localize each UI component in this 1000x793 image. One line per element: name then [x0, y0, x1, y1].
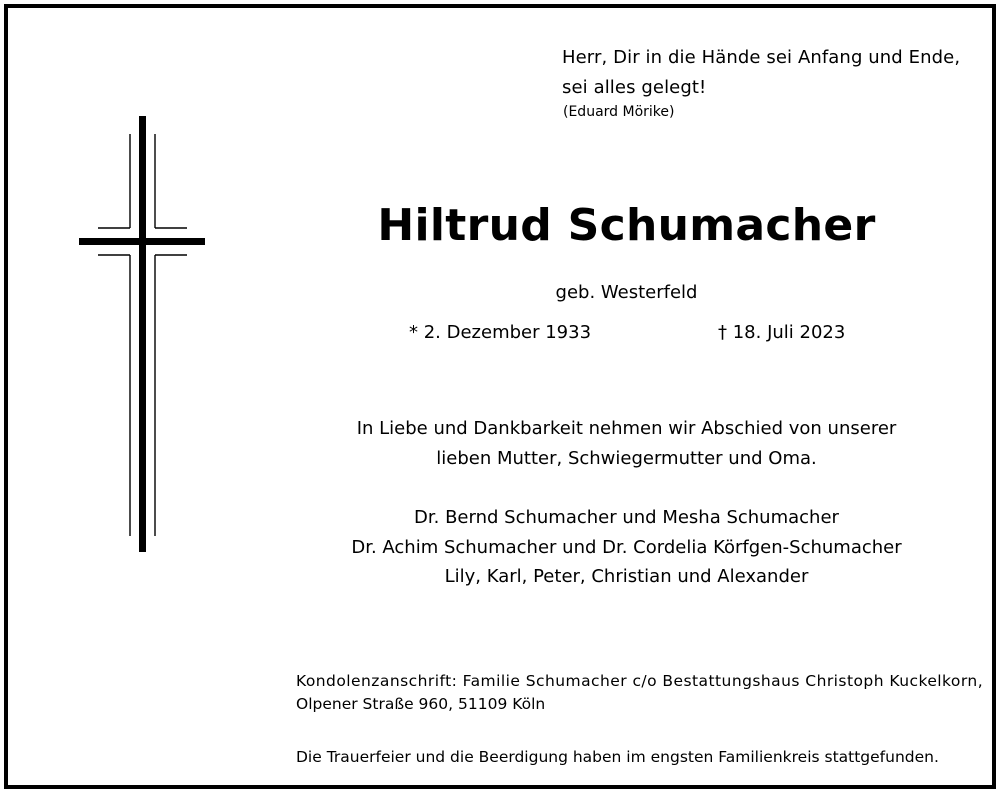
condolence-address-line-2: Olpener Straße 960, 51109 Köln [296, 695, 546, 713]
farewell-message-line-1: In Liebe und Dankbarkeit nehmen wir Abschied von unserer [356, 418, 897, 439]
birth-date: * 2. Dezember 1933 [409, 322, 592, 343]
mourner-line-2: Dr. Achim Schumacher und Dr. Cordelia Körfgen-Schumacher [351, 537, 902, 558]
funeral-note: Die Trauerfeier und die Beerdigung haben im engsten Familienkreis stattgefunden. [296, 748, 939, 766]
death-date: † 18. Juli 2023 [718, 322, 846, 343]
birth-name: geb. Westerfeld [555, 282, 698, 303]
bible-quote-line-2: sei alles gelegt! [562, 77, 707, 98]
quote-author: (Eduard Mörike) [563, 104, 675, 120]
christian-cross-icon [76, 116, 208, 552]
deceased-name: Hiltrud Schumacher [377, 200, 876, 251]
mourner-line-3: Lily, Karl, Peter, Christian und Alexander [444, 566, 809, 587]
condolence-address-line-1: Kondolenzanschrift: Familie Schumacher c/o Bestattungshaus Christoph Kuckelkorn, [296, 672, 984, 690]
bible-quote-line-1: Herr, Dir in die Hände sei Anfang und Ende, [562, 47, 961, 68]
mourner-line-1: Dr. Bernd Schumacher und Mesha Schumacher [414, 507, 839, 528]
farewell-message-line-2: lieben Mutter, Schwiegermutter und Oma. [436, 448, 817, 469]
